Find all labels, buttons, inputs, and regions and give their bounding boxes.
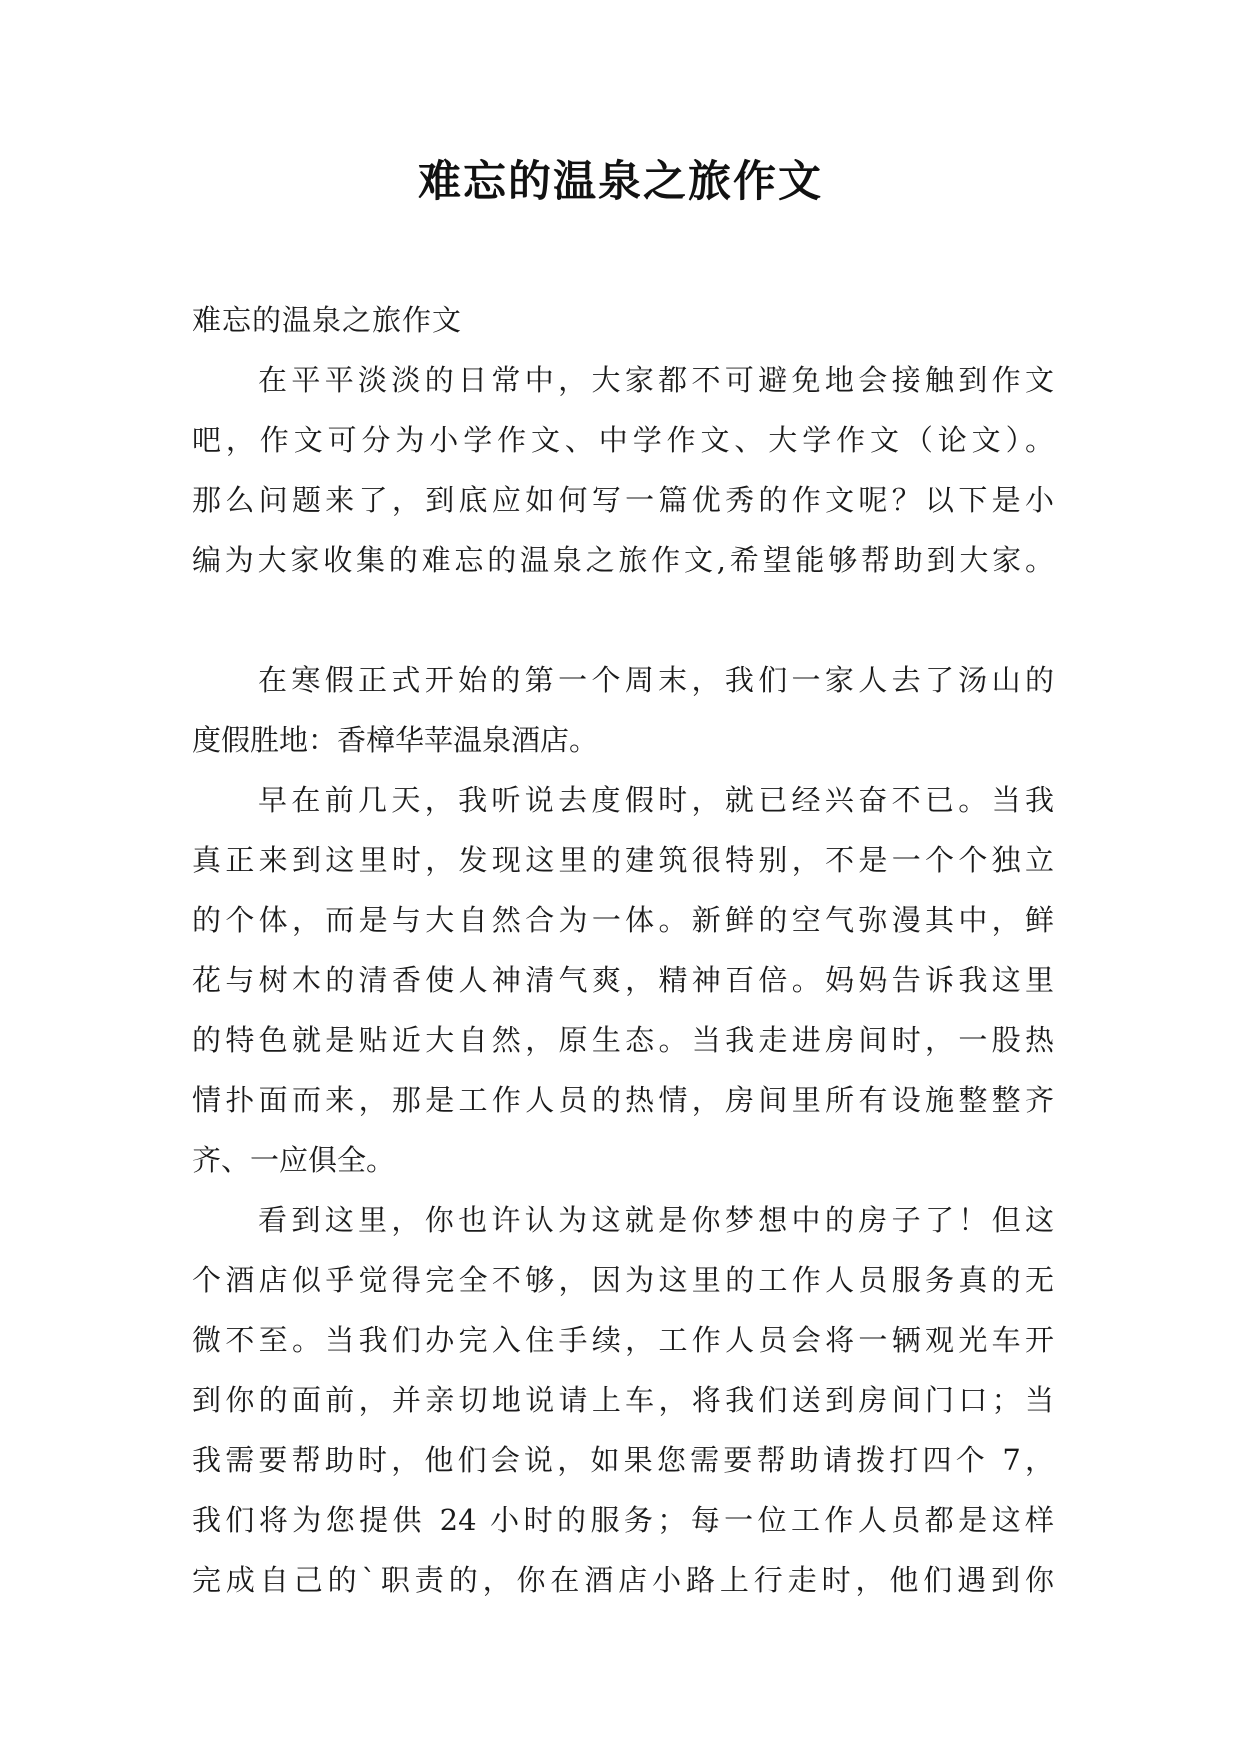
text-line: 微不至。当我们办完入住手续，工作人员会将一辆观光车开 [192,1323,1054,1357]
text-line: 在寒假正式开始的第一个周末，我们一家人去了汤山的 [258,663,1054,697]
document-title: 难忘的温泉之旅作文 [418,157,823,207]
text-line: 编为大家收集的难忘的温泉之旅作文,希望能够帮助到大家。 [192,543,1054,577]
text-line: 我们将为您提供 24 小时的服务；每一位工作人员都是这样 [192,1503,1054,1537]
document-body [192,290,1054,1610]
text-line: 的特色就是贴近大自然，原生态。当我走进房间时，一股热 [192,1023,1054,1057]
paragraph-arrival [192,770,1054,1190]
text-line: 看到这里，你也许认为这就是你梦想中的房子了！但这 [258,1203,1054,1237]
text-line: 齐、一应俱全。 [192,1143,396,1177]
paragraph-service [192,1190,1054,1610]
paragraph-trip-start [192,650,1054,770]
paragraph-gap [192,590,1054,650]
text-line: 吧，作文可分为小学作文、中学作文、大学作文（论文）。 [192,423,1054,457]
text-line: 早在前几天，我听说去度假时，就已经兴奋不已。当我 [258,783,1054,817]
text-line: 度假胜地：香樟华苹温泉酒店。 [192,723,599,757]
text-line: 情扑面而来，那是工作人员的热情，房间里所有设施整整齐 [192,1083,1054,1117]
text-line: 在平平淡淡的日常中，大家都不可避免地会接触到作文 [258,363,1054,397]
text-line: 完成自己的`职责的，你在酒店小路上行走时，他们遇到你 [192,1563,1054,1597]
text-line: 真正来到这里时，发现这里的建筑很特别，不是一个个独立 [192,843,1054,877]
text-line: 的个体，而是与大自然合为一体。新鲜的空气弥漫其中，鲜 [192,903,1054,937]
paragraph-intro [192,350,1054,590]
text-line: 那么问题来了，到底应如何写一篇优秀的作文呢？以下是小 [192,483,1054,517]
document-subtitle: 难忘的温泉之旅作文 [192,303,463,337]
text-line: 到你的面前，并亲切地说请上车，将我们送到房间门口；当 [192,1383,1054,1417]
text-line: 花与树木的清香使人神清气爽，精神百倍。妈妈告诉我这里 [192,963,1054,997]
text-line: 个酒店似乎觉得完全不够，因为这里的工作人员服务真的无 [192,1263,1054,1297]
text-line: 我需要帮助时，他们会说，如果您需要帮助请拨打四个 7， [192,1443,1054,1477]
